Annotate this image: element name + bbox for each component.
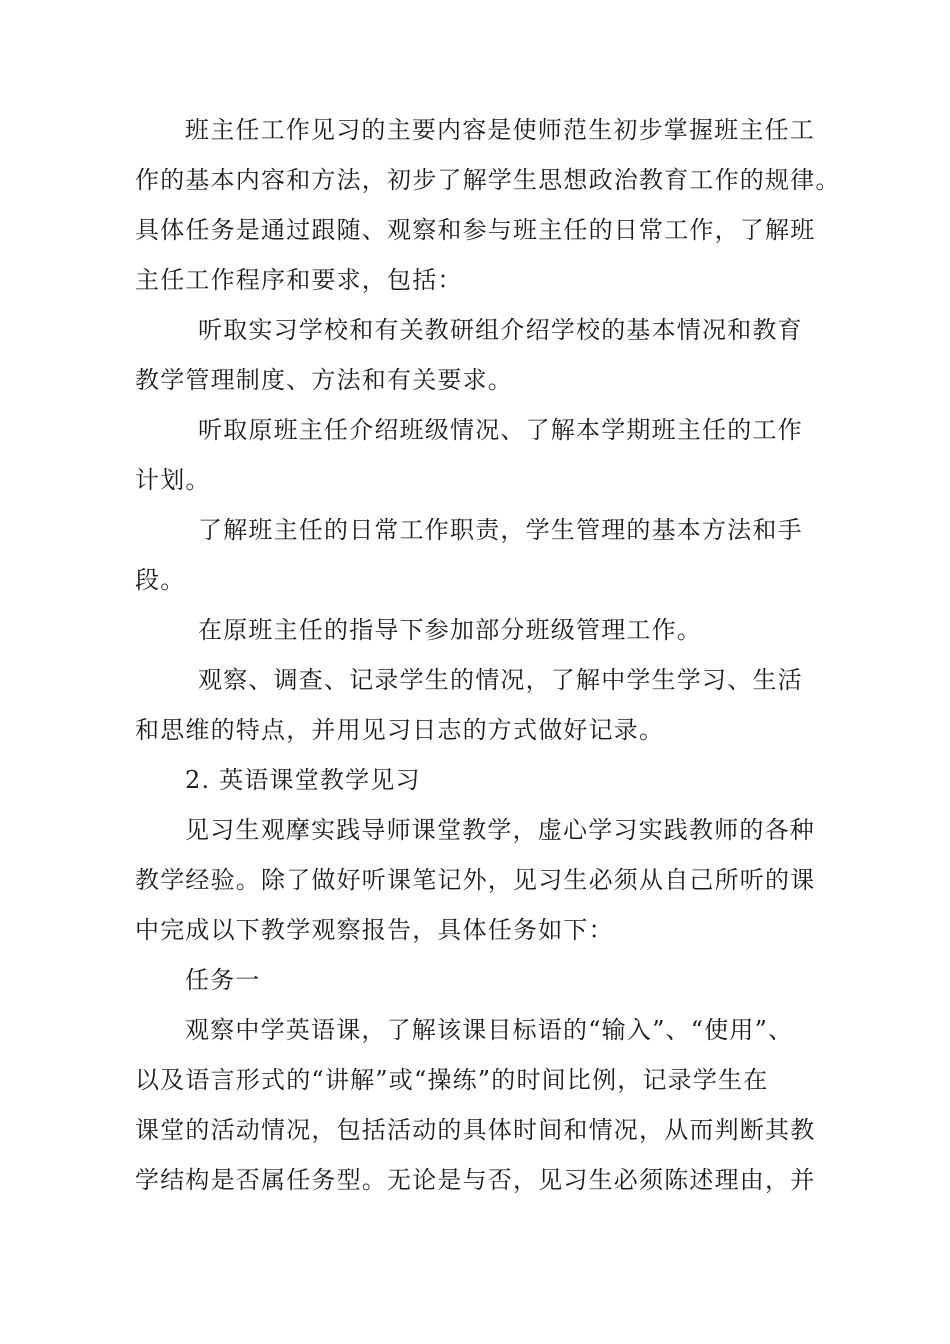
text-line: 观察、调查、记录学生的情况，了解中学生学习、生活 <box>198 666 803 694</box>
text-line: 教学管理制度、方法和有关要求。 <box>135 366 513 394</box>
text-line: 课堂的活动情况，包括活动的具体时间和情况，从而判断其教 <box>135 1116 816 1144</box>
text-line: 教学经验。除了做好听课笔记外，见习生必须从自己所听的课 <box>135 866 816 894</box>
text-line: 观察中学英语课，了解该课目标语的“输入”、“使用”、 <box>185 1016 794 1044</box>
text-line: 以及语言形式的“讲解”或“操练”的时间比例，记录学生在 <box>135 1066 769 1094</box>
text-line: 听取实习学校和有关教研组介绍学校的基本情况和教育 <box>198 316 803 344</box>
text-line: 作的基本内容和方法，初步了解学生思想政治教育工作的规律。 <box>135 166 841 194</box>
text-line: 在原班主任的指导下参加部分班级管理工作。 <box>198 616 702 644</box>
text-line: 段。 <box>135 566 186 594</box>
text-line: 具体任务是通过跟随、观察和参与班主任的日常工作，了解班 <box>135 216 816 244</box>
text-line: 主任工作程序和要求，包括： <box>135 266 463 294</box>
text-line: 和思维的特点，并用见习日志的方式做好记录。 <box>135 716 665 744</box>
text-line: 中完成以下教学观察报告，具体任务如下： <box>135 916 614 944</box>
text-line: 计划。 <box>135 466 211 494</box>
text-line: 听取原班主任介绍班级情况、了解本学期班主任的工作 <box>198 416 803 444</box>
text-line: 班主任工作见习的主要内容是使师范生初步掌握班主任工 <box>185 116 815 144</box>
text-line: 见习生观摩实践导师课堂教学，虚心学习实践教师的各种 <box>185 816 815 844</box>
subsection-heading: 任务一 <box>185 966 261 994</box>
text-line: 了解班主任的日常工作职责，学生管理的基本方法和手 <box>198 516 803 544</box>
text-line: 学结构是否属任务型。无论是与否，见习生必须陈述理由，并 <box>135 1166 816 1194</box>
section-heading: 2. 英语课堂教学见习 <box>185 766 421 794</box>
